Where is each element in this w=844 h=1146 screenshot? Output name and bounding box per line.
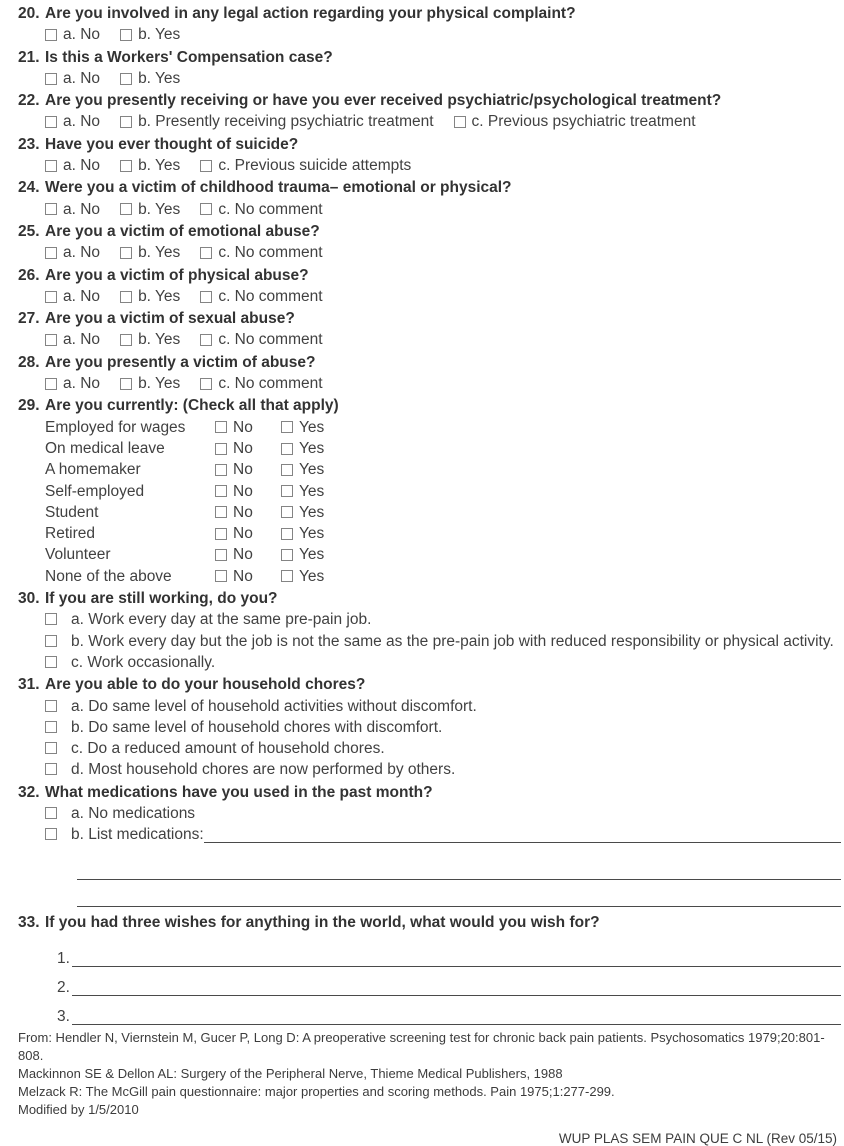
question-text: If you had three wishes for anything in the world, what would you wish for? — [45, 913, 600, 931]
checkbox-icon[interactable] — [120, 160, 132, 172]
option-label: b. Presently receiving psychiatric treatment — [138, 113, 434, 131]
checkbox-icon[interactable] — [120, 116, 132, 128]
question-30 — [18, 588, 841, 673]
status-label: Volunteer — [45, 546, 111, 564]
answer-options-row — [18, 286, 841, 307]
checkbox-icon[interactable] — [45, 721, 57, 733]
checkbox-icon[interactable] — [281, 485, 293, 497]
checkbox-icon[interactable] — [215, 443, 227, 455]
checkbox-icon[interactable] — [281, 421, 293, 433]
question-heading — [18, 177, 841, 198]
answer-options-row — [18, 24, 841, 45]
checkbox-option[interactable] — [45, 155, 100, 176]
status-row — [18, 417, 841, 438]
checkbox-option[interactable] — [45, 286, 100, 307]
checkbox-option[interactable] — [45, 609, 371, 630]
checkbox-icon[interactable] — [45, 656, 57, 668]
document-code: WUP PLAS SEM PAIN QUE C NL (Rev 05/15) — [558, 1130, 837, 1146]
option-label: b. Do same level of household chores with discomfort. — [71, 718, 443, 736]
option-label: Yes — [299, 439, 325, 457]
checkbox-icon[interactable] — [45, 116, 57, 128]
option-label: c. Previous suicide attempts — [218, 157, 412, 175]
wish-number: 2. — [57, 978, 70, 996]
question-number: 20. — [18, 5, 40, 22]
checkbox-icon[interactable] — [120, 73, 132, 85]
option-label: c. No comment — [218, 200, 323, 218]
checkbox-icon[interactable] — [215, 506, 227, 518]
option-label: No — [233, 567, 253, 585]
option-label: c. No comment — [218, 244, 323, 262]
question-text: Have you ever thought of suicide? — [45, 135, 299, 153]
option-label: b. Work every day but the job is not the same as the pre-pain job with reduced responsibility or physical activity. — [71, 632, 834, 650]
question-heading — [18, 912, 841, 933]
option-label: Yes — [299, 567, 325, 585]
checkbox-option[interactable] — [215, 566, 281, 587]
question-22 — [18, 90, 841, 133]
answer-option-row — [18, 759, 841, 780]
question-27 — [18, 308, 841, 351]
question-28 — [18, 352, 841, 395]
checkbox-icon[interactable] — [215, 528, 227, 540]
status-row — [18, 544, 841, 565]
question-heading — [18, 674, 841, 695]
option-label: b. Yes — [138, 157, 181, 175]
checkbox-icon[interactable] — [45, 613, 57, 625]
option-label: No — [233, 546, 253, 564]
option-label: d. Most household chores are now performed by others. — [71, 761, 456, 779]
question-text: Were you a victim of childhood trauma– emotional or physical? — [45, 179, 512, 197]
checkbox-icon[interactable] — [215, 464, 227, 476]
checkbox-option[interactable] — [281, 459, 324, 480]
checkbox-option[interactable] — [45, 373, 100, 394]
answer-options-row — [18, 155, 841, 176]
option-label: b. Yes — [138, 26, 181, 44]
checkbox-icon[interactable] — [45, 742, 57, 754]
option-label: b. Yes — [138, 244, 181, 262]
question-number: 32. — [18, 783, 40, 801]
checkbox-option[interactable] — [45, 759, 455, 780]
option-label: b. Yes — [138, 331, 181, 349]
option-label: No — [233, 439, 253, 457]
answer-option-row — [18, 609, 841, 630]
option-label: No — [233, 525, 253, 543]
question-number: 24. — [18, 179, 40, 197]
status-row — [18, 438, 841, 459]
checkbox-icon[interactable] — [45, 160, 57, 172]
checkbox-option[interactable] — [200, 155, 411, 176]
checkbox-option[interactable] — [215, 438, 281, 459]
question-heading — [18, 47, 841, 68]
option-label: c. No comment — [218, 287, 323, 305]
question-text: What medications have you used in the past month? — [45, 783, 433, 801]
checkbox-icon[interactable] — [45, 334, 57, 346]
checkbox-icon[interactable] — [45, 29, 57, 41]
checkbox-icon[interactable] — [281, 506, 293, 518]
checkbox-icon[interactable] — [200, 378, 212, 390]
citation-line: Mackinnon SE & Dellon AL: Surgery of the Peripheral Nerve, Thieme Medical Publishers, 1988 — [18, 1065, 563, 1081]
checkbox-option[interactable] — [215, 502, 281, 523]
wish-row — [18, 939, 841, 968]
checkbox-option[interactable] — [45, 199, 100, 220]
option-label: Yes — [299, 546, 325, 564]
option-label: a. No — [63, 375, 101, 393]
option-label: Yes — [299, 525, 325, 543]
wish-input-line[interactable] — [72, 953, 841, 967]
checkbox-option[interactable] — [45, 803, 195, 824]
question-heading — [18, 221, 841, 242]
checkbox-icon[interactable] — [45, 700, 57, 712]
question-20 — [18, 3, 841, 46]
checkbox-option[interactable] — [281, 544, 324, 565]
answer-options-row — [18, 68, 841, 89]
question-24 — [18, 177, 841, 220]
question-33 — [18, 912, 841, 1026]
question-heading — [18, 352, 841, 373]
checkbox-icon[interactable] — [200, 291, 212, 303]
checkbox-option[interactable] — [45, 329, 100, 350]
wish-row — [18, 968, 841, 997]
checkbox-icon[interactable] — [200, 160, 212, 172]
question-32 — [18, 782, 841, 907]
option-label: No — [233, 418, 253, 436]
status-row — [18, 502, 841, 523]
option-label: c. No comment — [218, 375, 323, 393]
checkbox-icon[interactable] — [45, 247, 57, 259]
checkbox-option[interactable] — [281, 417, 324, 438]
option-label: b. List medications: — [71, 826, 204, 844]
checkbox-option[interactable] — [45, 68, 100, 89]
checkbox-option[interactable] — [281, 481, 324, 502]
option-label: No — [233, 482, 253, 500]
write-in-row — [18, 853, 841, 880]
checkbox-icon[interactable] — [45, 378, 57, 390]
checkbox-option[interactable] — [281, 502, 324, 523]
question-number: 21. — [18, 48, 40, 66]
checkbox-icon[interactable] — [281, 549, 293, 561]
option-label: b. Yes — [138, 287, 181, 305]
checkbox-option[interactable] — [215, 544, 281, 565]
checkbox-option[interactable] — [120, 68, 180, 89]
question-heading — [18, 782, 841, 803]
answer-options-row — [18, 373, 841, 394]
checkbox-option[interactable] — [215, 417, 281, 438]
option-label: a. Do same level of household activities without discomfort. — [71, 697, 477, 715]
question-number: 31. — [18, 676, 40, 694]
option-label: Yes — [299, 418, 325, 436]
question-29 — [18, 395, 841, 587]
option-label: Yes — [299, 503, 325, 521]
option-label: a. Work every day at the same pre-pain job. — [71, 611, 372, 629]
checkbox-option[interactable] — [45, 242, 100, 263]
checkbox-icon[interactable] — [45, 203, 57, 215]
option-label: a. No — [63, 113, 101, 131]
checkbox-icon[interactable] — [215, 549, 227, 561]
question-text: If you are still working, do you? — [45, 590, 278, 608]
checkbox-icon[interactable] — [215, 570, 227, 582]
wish-input-line[interactable] — [72, 982, 841, 996]
medications-extra-line[interactable] — [77, 866, 841, 880]
checkbox-option[interactable] — [200, 329, 322, 350]
checkbox-option[interactable] — [281, 566, 324, 587]
option-label: a. No medications — [71, 804, 196, 822]
question-text: Are you a victim of physical abuse? — [45, 266, 309, 284]
checkbox-icon[interactable] — [45, 73, 57, 85]
status-label: Student — [45, 503, 99, 521]
checkbox-icon[interactable] — [281, 443, 293, 455]
checkbox-icon[interactable] — [281, 528, 293, 540]
checkbox-option[interactable] — [120, 286, 180, 307]
question-21 — [18, 47, 841, 90]
question-number: 23. — [18, 135, 40, 153]
checkbox-option[interactable] — [45, 717, 442, 738]
checkbox-option[interactable] — [45, 824, 204, 845]
question-heading — [18, 3, 841, 24]
status-label: Self-employed — [45, 482, 145, 500]
checkbox-icon[interactable] — [120, 203, 132, 215]
status-label: On medical leave — [45, 439, 165, 457]
wish-lines — [18, 939, 841, 1026]
option-label: c. Do a reduced amount of household chores. — [71, 740, 385, 758]
checkbox-option[interactable] — [45, 738, 385, 759]
checkbox-option[interactable] — [45, 631, 834, 652]
question-heading — [18, 265, 841, 286]
option-label: Yes — [299, 482, 325, 500]
question-heading — [18, 588, 841, 609]
question-text: Are you involved in any legal action regarding your physical complaint? — [45, 5, 576, 22]
citation-line: From: Hendler N, Viernstein M, Gucer P, Long D: A preoperative screening test for chronic back pain patients. Psychosomatics 1979;20:801-808. — [18, 1029, 825, 1063]
option-label: b. Yes — [138, 69, 181, 87]
question-number: 28. — [18, 353, 40, 371]
checkbox-icon[interactable] — [120, 247, 132, 259]
checkbox-icon[interactable] — [200, 203, 212, 215]
option-label: No — [233, 461, 253, 479]
checkbox-option[interactable] — [120, 24, 180, 45]
answer-option-row — [18, 696, 841, 717]
option-label: b. Yes — [138, 200, 181, 218]
question-heading — [18, 395, 841, 416]
question-heading — [18, 308, 841, 329]
checkbox-icon[interactable] — [200, 247, 212, 259]
checkbox-option[interactable] — [45, 24, 100, 45]
wish-number: 1. — [57, 949, 70, 967]
checkbox-option[interactable] — [120, 329, 180, 350]
checkbox-option[interactable] — [120, 111, 433, 132]
question-number: 30. — [18, 590, 40, 608]
checkbox-icon[interactable] — [120, 29, 132, 41]
answer-option-row — [18, 717, 841, 738]
checkbox-option[interactable] — [120, 373, 180, 394]
answer-option-row — [18, 803, 841, 824]
checkbox-option[interactable] — [45, 652, 215, 673]
status-row — [18, 566, 841, 587]
question-number: 22. — [18, 92, 40, 110]
answer-option-row — [18, 652, 841, 673]
question-text: Are you able to do your household chores? — [45, 676, 366, 694]
option-label: c. Work occasionally. — [71, 653, 216, 671]
medications-extra-line[interactable] — [77, 893, 841, 907]
wish-row — [18, 997, 841, 1026]
wish-number: 3. — [57, 1007, 70, 1025]
answer-option-row — [18, 738, 841, 759]
checkbox-icon[interactable] — [45, 635, 57, 647]
checkbox-option[interactable] — [215, 523, 281, 544]
question-text: Are you presently receiving or have you ever received psychiatric/psychological treatment? — [45, 92, 722, 110]
checkbox-option[interactable] — [45, 111, 100, 132]
answer-option-row — [18, 824, 841, 845]
option-label: Yes — [299, 461, 325, 479]
status-row — [18, 481, 841, 502]
checkbox-option[interactable] — [200, 199, 322, 220]
checkbox-option[interactable] — [215, 459, 281, 480]
question-number: 29. — [18, 397, 40, 415]
checkbox-option[interactable] — [281, 438, 324, 459]
question-26 — [18, 265, 841, 308]
footer — [18, 1029, 841, 1146]
checkbox-option[interactable] — [215, 481, 281, 502]
option-label: a. No — [63, 157, 101, 175]
question-text: Are you a victim of sexual abuse? — [45, 310, 295, 328]
checkbox-icon[interactable] — [454, 116, 466, 128]
answer-options-row — [18, 111, 841, 132]
question-number: 27. — [18, 310, 40, 328]
option-label: c. Previous psychiatric treatment — [471, 113, 696, 131]
checkbox-icon[interactable] — [200, 334, 212, 346]
write-in-row — [18, 880, 841, 907]
question-heading — [18, 134, 841, 155]
checkbox-option[interactable] — [120, 155, 180, 176]
checkbox-icon[interactable] — [45, 291, 57, 303]
checkbox-icon[interactable] — [215, 421, 227, 433]
checkbox-option[interactable] — [200, 242, 322, 263]
question-text: Are you a victim of emotional abuse? — [45, 222, 320, 240]
checkbox-option[interactable] — [120, 242, 180, 263]
checkbox-option[interactable] — [200, 373, 322, 394]
checkbox-option[interactable] — [281, 523, 324, 544]
question-heading — [18, 90, 841, 111]
option-label: a. No — [63, 26, 101, 44]
wish-input-line[interactable] — [72, 1011, 841, 1025]
checkbox-icon[interactable] — [120, 291, 132, 303]
modified-date-line: Modified by 1/5/2010 — [18, 1101, 139, 1117]
question-number: 33. — [18, 913, 40, 931]
status-label: A homemaker — [45, 461, 141, 479]
checkbox-icon[interactable] — [45, 807, 57, 819]
checkbox-icon[interactable] — [281, 464, 293, 476]
status-row — [18, 459, 841, 480]
checkbox-icon[interactable] — [120, 378, 132, 390]
status-label: Retired — [45, 525, 95, 543]
question-25 — [18, 221, 841, 264]
checkbox-icon[interactable] — [120, 334, 132, 346]
citation-line: Melzack R: The McGill pain questionnaire: major properties and scoring methods. Pain 1975;1:277-299. — [18, 1083, 615, 1099]
option-label: c. No comment — [218, 331, 323, 349]
question-list — [18, 3, 841, 1026]
question-number: 26. — [18, 266, 40, 284]
question-23 — [18, 134, 841, 177]
checkbox-option[interactable] — [200, 286, 322, 307]
checkbox-option[interactable] — [120, 199, 180, 220]
checkbox-icon[interactable] — [215, 485, 227, 497]
checkbox-option[interactable] — [454, 111, 696, 132]
medications-input-line[interactable] — [204, 824, 841, 842]
status-label: None of the above — [45, 567, 172, 585]
option-label: b. Yes — [138, 375, 181, 393]
checkbox-icon[interactable] — [281, 570, 293, 582]
option-label: a. No — [63, 244, 101, 262]
status-row — [18, 523, 841, 544]
answer-option-row — [18, 631, 841, 652]
question-text: Are you presently a victim of abuse? — [45, 353, 316, 371]
option-label: a. No — [63, 69, 101, 87]
status-label: Employed for wages — [45, 418, 186, 436]
option-label: a. No — [63, 200, 101, 218]
question-31 — [18, 674, 841, 780]
answer-options-row — [18, 329, 841, 350]
question-number: 25. — [18, 222, 40, 240]
answer-options-row — [18, 199, 841, 220]
option-label: No — [233, 503, 253, 521]
option-label: a. No — [63, 331, 101, 349]
question-text: Are you currently: (Check all that apply) — [45, 397, 339, 415]
checkbox-icon[interactable] — [45, 828, 57, 840]
write-in-lines — [18, 853, 841, 907]
option-label: a. No — [63, 287, 101, 305]
checkbox-icon[interactable] — [45, 763, 57, 775]
checkbox-option[interactable] — [45, 696, 477, 717]
answer-options-row — [18, 242, 841, 263]
question-text: Is this a Workers' Compensation case? — [45, 48, 333, 66]
